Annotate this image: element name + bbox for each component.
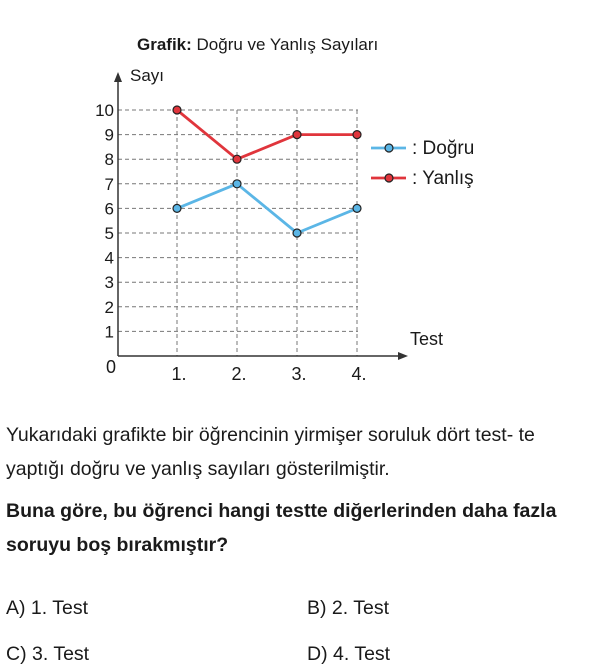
option-d[interactable]: D) 4. Test	[307, 643, 391, 665]
data-point	[233, 180, 241, 188]
chart-grid	[118, 110, 358, 356]
option-b[interactable]: B) 2. Test	[307, 597, 390, 619]
y-tick-label: 10	[95, 101, 114, 120]
data-point	[173, 204, 181, 212]
y-tick-label: 9	[104, 125, 114, 145]
data-point	[293, 229, 301, 237]
chart-axes	[114, 72, 408, 360]
data-point	[293, 131, 301, 139]
y-tick-label: 1	[104, 322, 114, 342]
question-prompt: Buna göre, bu öğrenci hangi testte diğerlerinden daha fazla soruyu boş bırakmıştır?	[6, 500, 557, 556]
data-point	[353, 204, 361, 212]
y-tick-label: 4	[104, 248, 114, 268]
origin-label: 0	[106, 357, 117, 377]
x-tick-label: 2.	[231, 364, 247, 384]
y-tick-label: 7	[104, 174, 114, 194]
x-tick-label: 1.	[171, 364, 187, 384]
chart-title-text: Doğru ve Yanlış Sayıları	[191, 35, 379, 54]
y-axis-arrow	[114, 72, 122, 82]
y-tick-label: 5	[104, 224, 114, 243]
y-tick-label: 8	[104, 150, 114, 170]
x-tick-label: 4.	[351, 364, 367, 384]
option-a[interactable]: A) 1. Test	[6, 597, 89, 619]
y-tick-label: 6	[104, 199, 114, 219]
y-axis-label: Sayı	[130, 66, 165, 85]
data-point	[353, 131, 361, 139]
data-point	[233, 155, 241, 163]
legend-marker	[385, 144, 393, 152]
chart-legend	[371, 138, 474, 189]
x-axis-arrow	[398, 352, 408, 360]
x-tick-labels	[171, 364, 366, 384]
x-tick-label: 3.	[291, 364, 307, 384]
option-c[interactable]: C) 3. Test	[6, 643, 90, 665]
data-point	[173, 106, 181, 114]
question-description: Yukarıdaki grafikte bir öğrencinin yirmişer soruluk dört test- te yaptığı doğru ve yanlış sayıları gösterilmiştir.	[6, 424, 535, 480]
chart-title-bold: Grafik:	[137, 35, 192, 54]
x-axis-label: Test	[410, 329, 444, 349]
y-tick-labels	[95, 101, 114, 341]
chart-series	[173, 106, 361, 237]
y-tick-label: 3	[104, 273, 114, 293]
legend-label: : Yanlış	[412, 168, 474, 189]
chart-title	[137, 35, 378, 54]
legend-label: : Doğru	[412, 138, 475, 159]
y-tick-label: 2	[104, 297, 114, 317]
legend-marker	[385, 174, 393, 182]
